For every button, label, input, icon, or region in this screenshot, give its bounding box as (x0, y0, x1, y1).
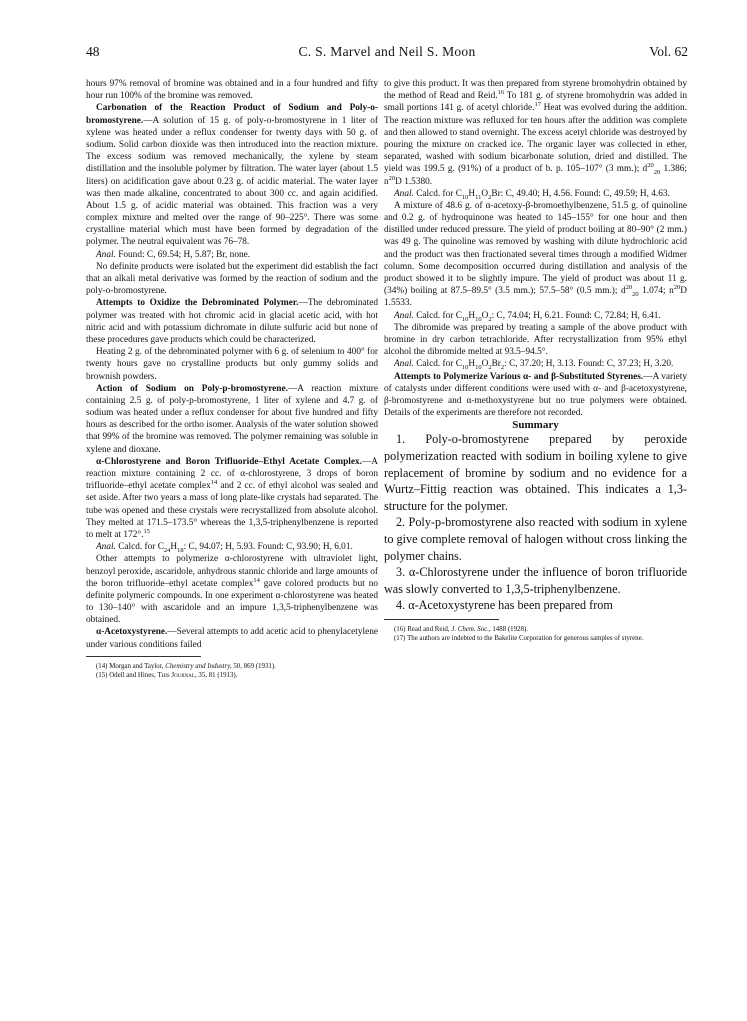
paragraph: to give this product. It was then prepared from styrene bromohydrin obtained by the method of Read and Reid.$^{16}$ To 181 g. of styrene bromohydrin was added in small portions 141 g. of acetyl chloride.$^{17}$ Heat was evolved during the addition. The reaction mixture was refluxed for ten hours after the addition was complete and then allowed to stand overnight. The excess acetyl chloride was destroyed by pouring the mixture on cracked ice. The organic layer was collected in ether, separated, washed with sodium bicarbonate solution, dried and distilled. The yield was 199.5 g. (91%) of a product of b. p. 105–107° (3 mm.); $d^{20}_{20}$ 1.386; $n^{20}D$ 1.5380. (384, 79, 688, 187)
paragraph: α-Acetoxystyrene.—Several attempts to add acetic acid to phenylacetylene under various conditions failed (86, 627, 378, 650)
footnote-ref: 14 (253, 576, 260, 584)
paragraph: The dibromide was prepared by treating a sample of the above product with bromine in dry carbon tetrachloride. After recrystallization from 95% ethyl alcohol the dibromide melted at 93.5–94.5°. (384, 322, 687, 358)
paragraph: Other attempts to polymerize α-chlorostyrene with ultraviolet light, benzoyl peroxide, ascaridole, anhydrous stannic chloride and large amounts of the boron trifluoride–ethyl acetate complex$^{14}$ gave colored products but no definite polymeric compounds. In one experiment α-chlorostyrene was heated to 130–140° with ascaridole and an impure 1,3,5-triphenylbenzene was obtained. (86, 554, 378, 626)
paragraph: A mixture of 48.6 g. of α-acetoxy-β-bromoethylbenzene, 51.5 g. of quinoline and 0.2 g. of hydroquinone was heated to 145–155° for one hour and then distilled under reduced pressure. The yield of product boiling at 80–90° (2 mm.) was 49 g. The quinoline was removed by washing with dilute hydrochloric acid and the product was then fractionated several times through a modified Widmer column. Some decomposition occurred during distillation and analysis of the product showed it to be slightly impure. The yield of product was about 11 g. (34%) boiling at 87.5–89.5° (3.5 mm.); 57.5–58° (0.5 mm.); $d^{20}_{20}$ 1.074; $n^{20}D$ 1.5533. (384, 200, 687, 309)
section-heading: Action of Sodium on Poly-p-bromostyrene. (96, 383, 288, 394)
section-heading: Attempts to Polymerize Various α- and β-Substituted Styrenes. (394, 371, 644, 382)
paragraph: Heating 2 g. of the debrominated polymer with 6 g. of selenium to 400° for twenty hours gave no crystalline products but only gummy solids and brownish powders. (86, 347, 378, 382)
analysis-line: Anal. Calcd. for $C_{24}H_{18}$: C, 94.07; H, 5.93. Found: C, 93.90; H, 6.01. (96, 542, 353, 554)
paragraph: α-Chlorostyrene and Boron Trifluoride–Ethyl Acetate Complex.—A reaction mixture containing 2 cc. of α-chlorostyrene, 3 drops of boron trifluoride–ethyl acetate complex$^{14}$ and 2 cc. of ethyl alcohol was sealed and set aside. After two years a mass of long plate-like crystals had separated. The tube was opened and these crystals were recrystallized from absolute alcohol. They melted at 171.5–173.5° whereas the 1,3,5-triphenylbenzene is reported to melt at 172°.$^{15}$ (86, 456, 378, 540)
paragraph: Attempts to Oxidize the Debrominated Polymer.—The debrominated polymer was treated with hot chromic acid in glacial acetic acid, with hot nitric acid and with potassium dichromate in dilute sulfuric acid but none of these procedures gave products which could be characterized. (86, 298, 378, 345)
analysis-line: Anal. Calcd. for $C_{10}H_{10}O_2$: C, 74.04; H, 6.21. Found: C, 72.84; H, 6.41. (394, 310, 661, 323)
footnote-ref: 16 (497, 89, 505, 97)
right-column (384, 78, 687, 643)
footnote: (15) Odell and Hines, This Journal, 35, 81 (1913). (96, 671, 238, 679)
section-heading: α-Chlorostyrene and Boron Trifluoride–Ethyl Acetate Complex. (96, 456, 362, 467)
footnote: (17) The authors are indebted to the Bakelite Corporation for generous samples of styrene. (394, 634, 644, 642)
analysis-line: Anal. Calcd. for $C_{10}H_{10}O_2Br_2$: C, 37.20; H, 3.13. Found: C, 37.23; H, 3.20. (394, 359, 674, 372)
footnote-ref: 15 (143, 527, 150, 535)
analysis-line: Anal. Found: C, 69.54; H, 5.87; Br, none. (96, 249, 251, 260)
volume-label: Vol. 62 (649, 44, 688, 59)
page-number: 48 (86, 44, 100, 59)
footnotes (384, 625, 687, 643)
left-column (86, 78, 378, 680)
paragraph: Attempts to Polymerize Various α- and β-Substituted Styrenes.—A variety of catalysts under different conditions were used with α- and β-acetoxystyrene, β-bromostyrene and α-methoxystyrene but no true polymers were obtained. Details of the experiments are therefore not recorded. (384, 371, 688, 419)
summary-list (384, 431, 687, 614)
summary-item: 1. Poly-o-bromostyrene prepared by peroxide polymerization reacted with sodium in boiling xylene to give replacement of bromine by sodium and no evidence for a Wurtz–Fittig reaction was obtained. This indicates a 1,3-structure for the polymer. (384, 432, 687, 513)
summary-heading: Summary (512, 419, 559, 432)
paragraph: hours 97% removal of bromine was obtained and in a four hundred and fifty hour run 100% of the bromine was removed. (86, 79, 378, 102)
section-heading: Carbonation of the Reaction Product of Sodium and Poly-o-bromostyrene. (86, 103, 378, 126)
paragraph: Carbonation of the Reaction Product of Sodium and Poly-o-bromostyrene.—A solution of 15 g. of poly-o-bromostyrene in 1 liter of xylene was heated under a reflux condenser for twenty days with 50 g. of sodium. Solid carbon dioxide was then introduced into the reaction mixture. The excess sodium was removed mechanically, the xylene by steam distillation and the insoluble polymer by filtration. The water layer (about 1.5 liters) on acidification gave about 0.23 g. of acidic material. The water layer was then made alkaline, concentrated to about 300 cc. and again acidified. About 1.5 g. of acidic material was obtained. This fraction was a very complex mixture and melted over the range of 90–225°. There was some crystalline material which must have been formed by degradation of the polymer. The neutral equivalent was 76–78. (86, 103, 378, 248)
summary-item: 2. Poly-p-bromostyrene also reacted with sodium in xylene to give complete removal of halogen without cross linking the polymer chains. (384, 515, 687, 563)
section-heading: α-Acetoxystyrene. (96, 627, 168, 638)
paragraph: Action of Sodium on Poly-p-bromostyrene.—A reaction mixture containing 2.5 g. of poly-p-bromostyrene, 1 liter of xylene and 4.7 g. of sodium was heated under a reflux condenser for about five hundred and fifty hours as described for the ortho isomer. Analysis of the water solution showed that 99% of the bromine was removed. The polymer remaining was soluble in xylene and dioxane. (86, 383, 378, 455)
footnote-ref: 14 (210, 479, 218, 487)
summary-item: 4. α-Acetoxystyrene has been prepared from (396, 598, 613, 613)
analysis-line: Anal. Calcd. for $C_{10}H_{11}O_2Br$: C, 49.40; H, 4.56. Found: C, 49.59; H, 4.63. (394, 188, 670, 201)
running-header (86, 44, 688, 64)
footnote: (16) Read and Reid, J. Chem. Soc., 1488 (1928). (394, 625, 528, 633)
footnote-ref: 17 (534, 101, 541, 109)
footnotes (86, 662, 378, 680)
footnote-divider (384, 619, 499, 620)
section-heading: Attempts to Oxidize the Debrominated Polymer. (96, 298, 299, 309)
footnote-divider (86, 656, 201, 657)
paragraph: No definite products were isolated but the experiment did establish the fact that an alkali metal derivative was formed by the reaction of sodium and the poly-o-bromostyrene. (86, 261, 378, 297)
footnote: (14) Morgan and Taylor, Chemistry and Industry, 50, 869 (1931). (96, 662, 276, 670)
summary-item: 3. α-Chlorostyrene under the influence of boron trifluoride was slowly converted to 1,3,5-triphenylbenzene. (384, 565, 687, 596)
running-title: C. S. Marvel and Neil S. Moon (298, 44, 476, 59)
